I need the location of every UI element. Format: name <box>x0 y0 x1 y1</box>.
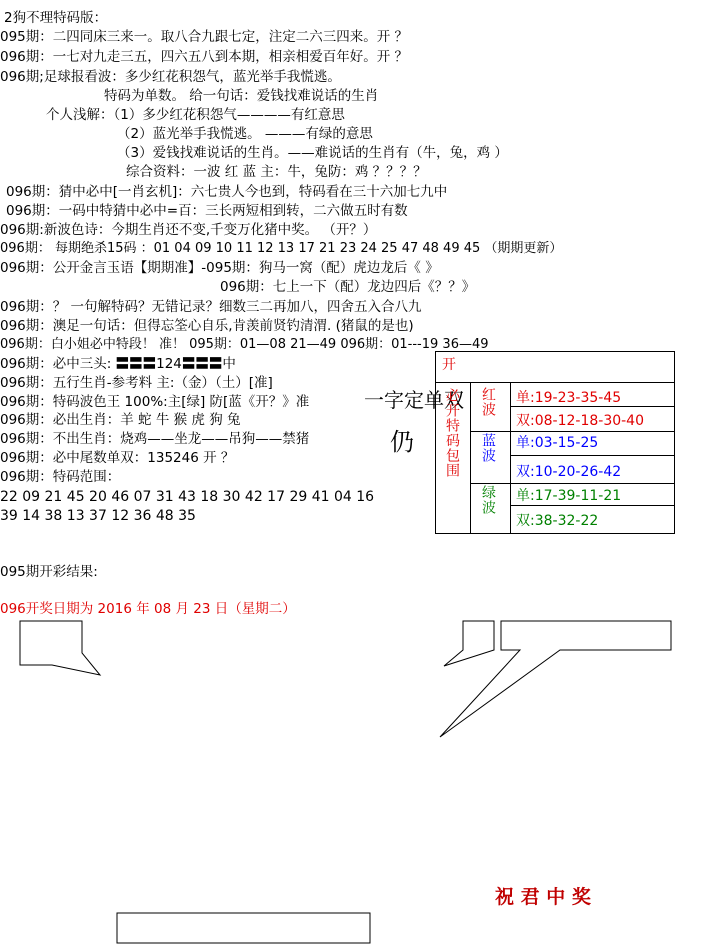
single-double-title: 一字定单双 <box>364 388 464 412</box>
draw-date: 096开奖日期为 2016 年 08 月 23 日（星期二） <box>0 601 296 617</box>
text-line: 096期：公开金言玉语【期期准】-095期：狗马一窝（配）虎边龙后《 》 <box>0 260 439 276</box>
head-marker-right: 〓〓〓 <box>181 356 223 372</box>
number-range-line: 22 09 21 45 20 46 07 31 43 18 30 42 17 29 41 04 16 <box>0 489 375 505</box>
table-side-label: 必开特码包围 <box>444 388 460 478</box>
text-line: 096期：五行生肖-参考料 主:（金）（土）[准] <box>0 375 273 391</box>
wave-label-green: 绿波 <box>480 485 496 515</box>
table-corner: 开 <box>442 357 456 373</box>
text-line: （3）爱钱找难说话的生肖。——难说话的生肖有（牛，兔，鸡 ） <box>117 145 508 161</box>
text-line: 096期：特码波色王 100%:主[绿] 防[蓝《开？》准 <box>0 394 310 410</box>
text-line: 096期：必出生肖：羊 蛇 牛 猴 虎 狗 兔 <box>0 412 241 428</box>
head-numbers: 124 <box>156 356 182 372</box>
head-end: 中 <box>222 356 236 372</box>
wave-label-red: 红波 <box>480 387 496 417</box>
page-title: 2狗不理特码版： <box>4 10 108 26</box>
text-line: 特码为单数。 给一句话：爱钱找难说话的生肖 <box>104 88 379 104</box>
text-line: 096期;足球报看波：多少红花积怨气，蓝光举手我慌逃。 <box>0 69 341 85</box>
text-line: （2）蓝光举手我慌逃。 ———有绿的意思 <box>117 126 373 142</box>
wave-blue-even: 双:10-20-26-42 <box>516 464 622 480</box>
wave-blue-odd: 单:03-15-25 <box>516 435 599 451</box>
wave-green-even: 双:38-32-22 <box>516 513 599 529</box>
result-title: 095期开彩结果: <box>0 564 98 580</box>
text-line: 096期：必中尾数单双：135246 开 ？ <box>0 450 235 466</box>
text-line: 096期：一七对九走三五，四六五八到本期，相亲相爱百年好。开 ？ <box>0 49 409 65</box>
text-line: 096期：？ 一句解特码？无错记录？细数三二再加八，四舍五入合八九 <box>0 299 422 315</box>
text-line: 个人浅解：（1）多少红花积怨气————有红意思 <box>46 107 345 123</box>
text-line: 096期：一码中特猜中必中=百：三长两短相到转，二六做五时有数 <box>6 203 408 219</box>
text-line: 096期：特码范围： <box>0 469 121 485</box>
single-double-sub: 仍 <box>390 428 414 456</box>
text-line: 096期:新波色诗：今期生肖还不变,千变万化猪中奖。 （开？） <box>0 222 377 238</box>
head-marker-left: 〓〓〓 <box>115 356 157 372</box>
number-range-line: 39 14 38 13 37 12 36 48 35 <box>0 508 196 524</box>
text-line: 综合资料：一波 红 蓝 主：牛，兔防：鸡 ？？？？ <box>126 164 427 180</box>
blessing-text: 祝 君 中 奖 <box>495 886 591 908</box>
wave-green-odd: 单:17-39-11-21 <box>516 488 622 504</box>
text-line: 096期：猜中必中[一肖玄机]：六七贵人今也到，特码看在三十六加七九中 <box>6 184 448 200</box>
text-line: 095期：二四同床三来一。取八合九跟七定，注定二六三四来。开 ？ <box>0 29 409 45</box>
wave-label-blue: 蓝波 <box>480 433 496 463</box>
wave-red-odd: 单:19-23-35-45 <box>516 390 622 406</box>
text-line: 096期： 每期绝杀15码 ：01 04 09 10 11 12 13 17 21 23 24 25 47 48 49 45 （期期更新） <box>0 241 563 256</box>
text-line: 096期：不出生肖：烧鸡——坐龙——吊狗——禁猪 <box>0 431 310 447</box>
wave-red-even: 双:08-12-18-30-40 <box>516 413 644 429</box>
text-line: 096期：七上一下（配）龙边四后《？？》 <box>220 279 476 295</box>
text-line: 096期：澳足一句话：但得忘筌心自乐,肯羡前贤钓清渭. (猪鼠的是也) <box>0 318 414 334</box>
text-line: 096期：必中三头: <box>0 356 112 372</box>
text-line: 096期：白小姐必中特段！ 准！ 095期：01—08 21—49 096期：01---19 36—49 <box>0 337 489 352</box>
